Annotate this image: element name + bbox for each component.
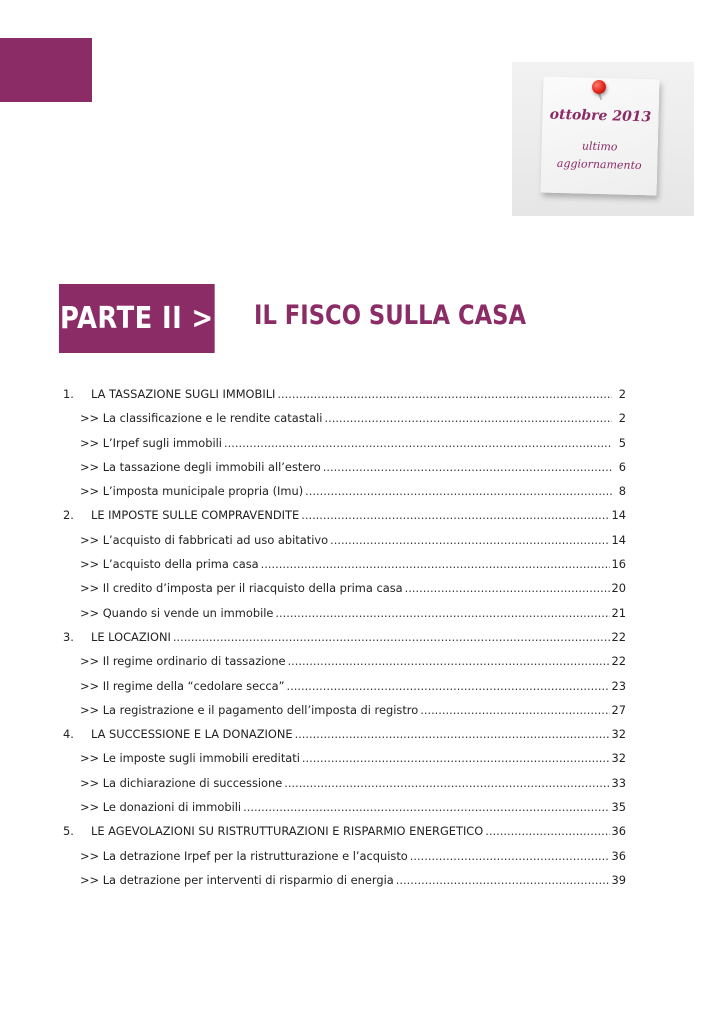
toc-chapter-number: 2. (63, 508, 74, 523)
toc-page-number: 32 (611, 751, 626, 766)
toc-entry-title: >> Il credito d’imposta per il riacquisto della prima casa (80, 581, 403, 596)
toc-dot-leader (323, 457, 612, 477)
table-of-contents (63, 384, 626, 894)
corner-accent-block (0, 38, 92, 102)
toc-dot-leader (485, 821, 609, 841)
toc-page-number: 14 (611, 508, 626, 523)
toc-page-number: 32 (611, 727, 626, 742)
toc-entry-title: >> La registrazione e il pagamento dell’imposta di registro (80, 702, 419, 717)
toc-subsection-entry[interactable] (63, 603, 626, 627)
note-date: ottobre 2013 (549, 106, 652, 126)
toc-dot-leader (224, 433, 612, 453)
part-label-box (59, 284, 215, 353)
toc-entry-title: >> La detrazione per interventi di risparmio di energia (80, 872, 394, 887)
toc-page-number: 20 (611, 581, 626, 596)
toc-dot-leader (284, 773, 609, 793)
toc-page-number: 33 (611, 775, 626, 790)
toc-subsection-entry[interactable] (63, 457, 626, 481)
toc-entry-title: >> Quando si vende un immobile (80, 605, 274, 620)
toc-chapter-entry[interactable] (63, 384, 626, 408)
toc-entry-title: >> Il regime ordinario di tassazione (80, 654, 286, 669)
toc-entry-title: >> La dichiarazione di successione (80, 775, 283, 790)
toc-entry-title: >> Le imposte sugli immobili ereditati (80, 751, 300, 766)
toc-subsection-entry[interactable] (63, 773, 626, 797)
toc-dot-leader (295, 724, 610, 744)
toc-entry-title: >> La detrazione Irpef per la ristrutturazione e l’acquisto (80, 848, 408, 863)
toc-subsection-entry[interactable] (63, 846, 626, 870)
toc-page-number: 2 (618, 387, 626, 401)
toc-entry-title: >> Le donazioni di immobili (80, 800, 242, 815)
toc-chapter-entry[interactable] (63, 821, 626, 845)
toc-dot-leader (420, 700, 609, 720)
page-title: IL FISCO SULLA CASA (254, 300, 527, 331)
part-label: PARTE II > (60, 301, 214, 336)
toc-subsection-entry[interactable] (63, 676, 626, 700)
toc-dot-leader (243, 797, 609, 817)
note-line-aggiornamento: aggiornamento (556, 156, 642, 173)
toc-page-number: 36 (611, 824, 626, 839)
toc-entry-title: >> L’Irpef sugli immobili (80, 435, 222, 450)
toc-dot-leader (288, 651, 610, 671)
toc-dot-leader (330, 530, 609, 550)
toc-page-number: 23 (611, 678, 626, 693)
toc-entry-title: >> Il regime della “cedolare secca” (80, 678, 285, 693)
toc-page-number: 39 (611, 872, 626, 887)
toc-entry-title: LA SUCCESSIONE E LA DONAZIONE (91, 727, 293, 742)
toc-chapter-entry[interactable] (63, 724, 626, 748)
toc-page-number: 2 (618, 411, 626, 426)
toc-entry-title: >> L’imposta municipale propria (Imu) (80, 484, 304, 499)
toc-dot-leader (305, 481, 612, 501)
pushpin-icon (592, 80, 606, 94)
toc-page-number: 35 (611, 800, 626, 815)
toc-chapter-number: 4. (63, 727, 74, 742)
toc-dot-leader (287, 676, 610, 696)
toc-page-number: 22 (611, 629, 626, 644)
toc-page-number: 36 (611, 848, 626, 863)
toc-dot-leader (173, 627, 610, 647)
toc-chapter-entry[interactable] (63, 505, 626, 529)
note-line-ultimo: ultimo (581, 139, 618, 154)
toc-page-number: 27 (611, 702, 626, 717)
toc-dot-leader (275, 603, 609, 623)
toc-dot-leader (396, 870, 610, 890)
toc-dot-leader (277, 384, 612, 404)
toc-page-number: 5 (618, 435, 626, 450)
toc-dot-leader (324, 408, 612, 428)
toc-page-number: 8 (618, 484, 626, 499)
toc-chapter-number: 3. (63, 629, 74, 644)
toc-page-number: 14 (611, 532, 626, 547)
toc-chapter-number: 5. (63, 824, 74, 839)
toc-page-number: 16 (611, 557, 626, 572)
toc-subsection-entry[interactable] (63, 433, 626, 457)
toc-page-number: 21 (611, 605, 626, 620)
toc-entry-title: LE AGEVOLAZIONI SU RISTRUTTURAZIONI E RISPARMIO ENERGETICO (91, 824, 484, 839)
toc-dot-leader (261, 554, 610, 574)
toc-subsection-entry[interactable] (63, 578, 626, 602)
toc-chapter-entry[interactable] (63, 627, 626, 651)
toc-entry-title: >> La tassazione degli immobili all’estero (80, 459, 321, 474)
toc-subsection-entry[interactable] (63, 481, 626, 505)
sticky-note-image (512, 62, 694, 216)
toc-dot-leader (302, 748, 610, 768)
toc-entry-title: >> L’acquisto della prima casa (80, 557, 259, 572)
toc-subsection-entry[interactable] (63, 554, 626, 578)
toc-subsection-entry[interactable] (63, 870, 626, 894)
toc-subsection-entry[interactable] (63, 700, 626, 724)
toc-entry-title: LA TASSAZIONE SUGLI IMMOBILI (91, 387, 276, 401)
toc-chapter-number: 1. (63, 387, 74, 401)
toc-entry-title: LE LOCAZIONI (91, 629, 171, 644)
toc-subsection-entry[interactable] (63, 651, 626, 675)
toc-subsection-entry[interactable] (63, 797, 626, 821)
toc-entry-title: LE IMPOSTE SULLE COMPRAVENDITE (91, 508, 300, 523)
toc-page-number: 22 (611, 654, 626, 669)
toc-subsection-entry[interactable] (63, 408, 626, 432)
toc-dot-leader (301, 505, 609, 525)
toc-subsection-entry[interactable] (63, 530, 626, 554)
toc-subsection-entry[interactable] (63, 748, 626, 772)
toc-entry-title: >> L’acquisto di fabbricati ad uso abitativo (80, 532, 329, 547)
toc-dot-leader (410, 846, 610, 866)
toc-entry-title: >> La classificazione e le rendite catastali (80, 411, 323, 426)
toc-dot-leader (405, 578, 610, 598)
toc-page-number: 6 (618, 459, 626, 474)
